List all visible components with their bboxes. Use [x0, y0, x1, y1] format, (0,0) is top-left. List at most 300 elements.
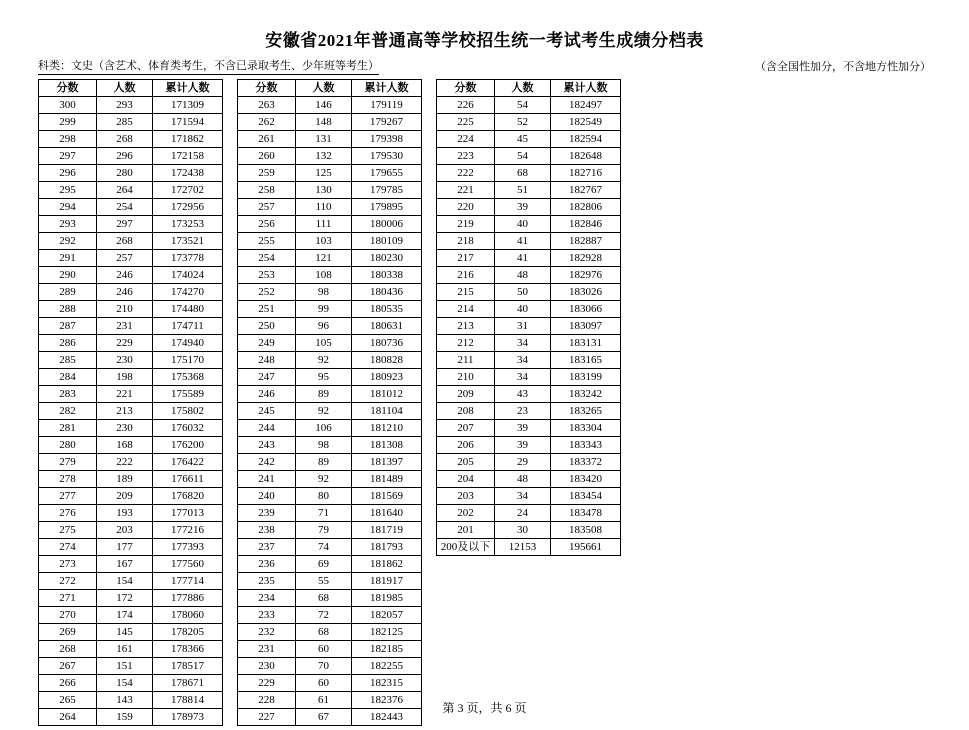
score-table-block-3 [436, 79, 621, 556]
table-row [39, 420, 223, 437]
cell-score: 247 [238, 369, 296, 386]
table-row [39, 352, 223, 369]
cell-count: 48 [495, 471, 551, 488]
cell-count: 34 [495, 488, 551, 505]
cell-cumulative: 178366 [153, 641, 223, 658]
table-row [437, 165, 621, 182]
cell-cumulative: 179398 [352, 131, 422, 148]
cell-cumulative: 183242 [551, 386, 621, 403]
cell-count: 230 [97, 352, 153, 369]
table-row [39, 369, 223, 386]
cell-cumulative: 183343 [551, 437, 621, 454]
cell-count: 125 [296, 165, 352, 182]
table-row [39, 454, 223, 471]
cell-score: 287 [39, 318, 97, 335]
table-row [39, 658, 223, 675]
cell-score: 273 [39, 556, 97, 573]
cell-count: 34 [495, 369, 551, 386]
cell-count: 209 [97, 488, 153, 505]
cell-score: 252 [238, 284, 296, 301]
cell-score: 275 [39, 522, 97, 539]
table-row [437, 216, 621, 233]
table-row [39, 148, 223, 165]
cell-cumulative: 175802 [153, 403, 223, 420]
cell-cumulative: 181640 [352, 505, 422, 522]
cell-cumulative: 180338 [352, 267, 422, 284]
cell-cumulative: 172438 [153, 165, 223, 182]
cell-cumulative: 183165 [551, 352, 621, 369]
cell-count: 89 [296, 386, 352, 403]
cell-count: 203 [97, 522, 153, 539]
table-row [238, 352, 422, 369]
table-row [39, 216, 223, 233]
score-distribution-tables [38, 79, 969, 726]
cell-cumulative: 181569 [352, 488, 422, 505]
cell-cumulative: 181012 [352, 386, 422, 403]
table-row [437, 301, 621, 318]
cell-cumulative: 172702 [153, 182, 223, 199]
cell-score: 210 [437, 369, 495, 386]
cell-cumulative: 177886 [153, 590, 223, 607]
table-row [437, 352, 621, 369]
cell-score: 212 [437, 335, 495, 352]
cell-score: 223 [437, 148, 495, 165]
cell-score: 216 [437, 267, 495, 284]
cell-score: 298 [39, 131, 97, 148]
table-row [437, 386, 621, 403]
cell-count: 257 [97, 250, 153, 267]
cell-cumulative: 178814 [153, 692, 223, 709]
table-row [238, 454, 422, 471]
cell-cumulative: 171594 [153, 114, 223, 131]
table-row [39, 624, 223, 641]
table-row [238, 556, 422, 573]
table-row [437, 284, 621, 301]
cell-count: 172 [97, 590, 153, 607]
cell-score: 265 [39, 692, 97, 709]
cell-count: 51 [495, 182, 551, 199]
cell-score: 292 [39, 233, 97, 250]
cell-count: 106 [296, 420, 352, 437]
cell-cumulative: 177013 [153, 505, 223, 522]
cell-cumulative: 177216 [153, 522, 223, 539]
cell-cumulative: 183420 [551, 471, 621, 488]
cell-score: 243 [238, 437, 296, 454]
cell-score: 248 [238, 352, 296, 369]
cell-count: 254 [97, 199, 153, 216]
table-row [437, 250, 621, 267]
cell-score: 261 [238, 131, 296, 148]
cell-score: 258 [238, 182, 296, 199]
table-row [39, 284, 223, 301]
cell-count: 189 [97, 471, 153, 488]
cell-count: 231 [97, 318, 153, 335]
cell-count: 40 [495, 216, 551, 233]
cell-cumulative: 175368 [153, 369, 223, 386]
table-row [437, 233, 621, 250]
cell-score: 288 [39, 301, 97, 318]
cell-count: 39 [495, 420, 551, 437]
cell-score: 264 [39, 709, 97, 726]
table-header-row [39, 80, 223, 97]
cell-cumulative: 181210 [352, 420, 422, 437]
table-row [238, 505, 422, 522]
cell-cumulative: 182928 [551, 250, 621, 267]
cell-count: 159 [97, 709, 153, 726]
cell-score: 281 [39, 420, 97, 437]
cell-cumulative: 183097 [551, 318, 621, 335]
cell-score: 249 [238, 335, 296, 352]
cell-cumulative: 172158 [153, 148, 223, 165]
cell-cumulative: 183131 [551, 335, 621, 352]
cell-cumulative: 181793 [352, 539, 422, 556]
cell-score: 284 [39, 369, 97, 386]
cell-score: 277 [39, 488, 97, 505]
table-row [437, 131, 621, 148]
cell-cumulative: 174480 [153, 301, 223, 318]
cell-count: 68 [296, 590, 352, 607]
subject-note: 科类：文史（含艺术、体育类考生，不含已录取考生、少年班等考生） [38, 57, 379, 75]
cell-count: 268 [97, 233, 153, 250]
cell-score: 238 [238, 522, 296, 539]
cell-score: 253 [238, 267, 296, 284]
cell-cumulative: 173253 [153, 216, 223, 233]
cell-count: 246 [97, 284, 153, 301]
table-row [238, 522, 422, 539]
page-footer: 第 3 页，共 6 页 [442, 701, 527, 715]
cell-score: 209 [437, 386, 495, 403]
cell-cumulative: 174270 [153, 284, 223, 301]
cell-cumulative: 180230 [352, 250, 422, 267]
column-header-count: 人数 [495, 80, 551, 97]
cell-cumulative: 176032 [153, 420, 223, 437]
table-body-3 [437, 97, 621, 556]
cell-score: 271 [39, 590, 97, 607]
table-row [437, 148, 621, 165]
cell-score: 225 [437, 114, 495, 131]
cell-cumulative: 182594 [551, 131, 621, 148]
cell-cumulative: 182648 [551, 148, 621, 165]
cell-count: 96 [296, 318, 352, 335]
table-row [238, 114, 422, 131]
cell-score: 236 [238, 556, 296, 573]
cell-count: 92 [296, 471, 352, 488]
cell-score: 201 [437, 522, 495, 539]
table-row [437, 335, 621, 352]
cell-cumulative: 182376 [352, 692, 422, 709]
cell-cumulative: 182716 [551, 165, 621, 182]
cell-score: 203 [437, 488, 495, 505]
table-row [39, 607, 223, 624]
cell-count: 48 [495, 267, 551, 284]
cell-score: 256 [238, 216, 296, 233]
score-table-block-2 [237, 79, 422, 726]
cell-cumulative: 180109 [352, 233, 422, 250]
cell-score: 241 [238, 471, 296, 488]
cell-count: 121 [296, 250, 352, 267]
column-header-count: 人数 [97, 80, 153, 97]
cell-cumulative: 182767 [551, 182, 621, 199]
cell-score: 251 [238, 301, 296, 318]
cell-cumulative: 183199 [551, 369, 621, 386]
table-row [39, 386, 223, 403]
cell-count: 69 [296, 556, 352, 573]
page [0, 26, 969, 730]
table-row [39, 471, 223, 488]
cell-score: 234 [238, 590, 296, 607]
cell-score: 207 [437, 420, 495, 437]
cell-count: 92 [296, 403, 352, 420]
cell-score: 282 [39, 403, 97, 420]
cell-cumulative: 174024 [153, 267, 223, 284]
table-row [238, 386, 422, 403]
cell-score: 242 [238, 454, 296, 471]
cell-count: 154 [97, 675, 153, 692]
cell-score: 295 [39, 182, 97, 199]
cell-score: 291 [39, 250, 97, 267]
cell-cumulative: 179530 [352, 148, 422, 165]
table-row [39, 675, 223, 692]
table-row [238, 335, 422, 352]
cell-cumulative: 171862 [153, 131, 223, 148]
cell-score: 269 [39, 624, 97, 641]
table-row [238, 675, 422, 692]
table-row [437, 539, 621, 556]
cell-cumulative: 180006 [352, 216, 422, 233]
cell-score: 205 [437, 454, 495, 471]
cell-count: 268 [97, 131, 153, 148]
table-row [238, 233, 422, 250]
cell-count: 193 [97, 505, 153, 522]
cell-score: 237 [238, 539, 296, 556]
cell-score: 259 [238, 165, 296, 182]
cell-count: 110 [296, 199, 352, 216]
cell-cumulative: 180436 [352, 284, 422, 301]
table-row [238, 420, 422, 437]
bonus-note: （含全国性加分，不含地方性加分） [755, 61, 931, 73]
cell-count: 54 [495, 97, 551, 114]
table-row [437, 522, 621, 539]
cell-cumulative: 174940 [153, 335, 223, 352]
cell-score: 300 [39, 97, 97, 114]
cell-cumulative: 182057 [352, 607, 422, 624]
cell-score: 267 [39, 658, 97, 675]
table-row [437, 420, 621, 437]
cell-count: 222 [97, 454, 153, 471]
cell-cumulative: 176611 [153, 471, 223, 488]
cell-score: 254 [238, 250, 296, 267]
table-row [238, 624, 422, 641]
cell-score: 240 [238, 488, 296, 505]
table-row [238, 539, 422, 556]
cell-score: 208 [437, 403, 495, 420]
cell-count: 23 [495, 403, 551, 420]
cell-score: 283 [39, 386, 97, 403]
cell-cumulative: 182846 [551, 216, 621, 233]
cell-score: 246 [238, 386, 296, 403]
cell-cumulative: 181397 [352, 454, 422, 471]
cell-cumulative: 182185 [352, 641, 422, 658]
cell-cumulative: 179267 [352, 114, 422, 131]
cell-count: 39 [495, 437, 551, 454]
cell-count: 54 [495, 148, 551, 165]
cell-count: 43 [495, 386, 551, 403]
cell-cumulative: 173778 [153, 250, 223, 267]
cell-cumulative: 175589 [153, 386, 223, 403]
table-row [238, 216, 422, 233]
cell-cumulative: 177714 [153, 573, 223, 590]
column-header-score: 分数 [437, 80, 495, 97]
table-row [238, 301, 422, 318]
cell-count: 297 [97, 216, 153, 233]
cell-cumulative: 183265 [551, 403, 621, 420]
cell-count: 80 [296, 488, 352, 505]
cell-score: 204 [437, 471, 495, 488]
cell-count: 41 [495, 233, 551, 250]
cell-cumulative: 182976 [551, 267, 621, 284]
cell-score: 268 [39, 641, 97, 658]
cell-score: 290 [39, 267, 97, 284]
cell-count: 146 [296, 97, 352, 114]
table-row [238, 607, 422, 624]
table-row [238, 658, 422, 675]
cell-cumulative: 182549 [551, 114, 621, 131]
column-header-cumulative: 累计人数 [153, 80, 223, 97]
table-row [39, 267, 223, 284]
cell-cumulative: 195661 [551, 539, 621, 556]
cell-score: 229 [238, 675, 296, 692]
cell-cumulative: 175170 [153, 352, 223, 369]
table-row [39, 97, 223, 114]
table-row [437, 403, 621, 420]
table-body-1 [39, 97, 223, 726]
cell-score: 217 [437, 250, 495, 267]
cell-score: 228 [238, 692, 296, 709]
cell-cumulative: 180923 [352, 369, 422, 386]
cell-count: 167 [97, 556, 153, 573]
cell-score: 233 [238, 607, 296, 624]
cell-score: 231 [238, 641, 296, 658]
cell-score: 276 [39, 505, 97, 522]
cell-count: 95 [296, 369, 352, 386]
cell-cumulative: 176820 [153, 488, 223, 505]
cell-cumulative: 181862 [352, 556, 422, 573]
cell-cumulative: 181985 [352, 590, 422, 607]
table-row [238, 97, 422, 114]
cell-score: 255 [238, 233, 296, 250]
cell-score: 214 [437, 301, 495, 318]
table-row [238, 148, 422, 165]
cell-score: 227 [238, 709, 296, 726]
cell-count: 103 [296, 233, 352, 250]
cell-score: 278 [39, 471, 97, 488]
page-title: 安徽省2021年普通高等学校招生统一考试考生成绩分档表 [265, 31, 704, 50]
cell-count: 296 [97, 148, 153, 165]
cell-count: 52 [495, 114, 551, 131]
column-header-cumulative: 累计人数 [551, 80, 621, 97]
cell-count: 264 [97, 182, 153, 199]
table-row [238, 369, 422, 386]
cell-count: 246 [97, 267, 153, 284]
column-header-score: 分数 [238, 80, 296, 97]
table-row [238, 573, 422, 590]
table-row [39, 335, 223, 352]
cell-score: 279 [39, 454, 97, 471]
table-row [39, 182, 223, 199]
cell-score: 297 [39, 148, 97, 165]
cell-score: 289 [39, 284, 97, 301]
cell-count: 55 [296, 573, 352, 590]
cell-score: 286 [39, 335, 97, 352]
cell-score: 260 [238, 148, 296, 165]
cell-count: 34 [495, 335, 551, 352]
cell-count: 229 [97, 335, 153, 352]
cell-cumulative: 181917 [352, 573, 422, 590]
cell-count: 131 [296, 131, 352, 148]
cell-score: 230 [238, 658, 296, 675]
cell-count: 92 [296, 352, 352, 369]
cell-score: 285 [39, 352, 97, 369]
cell-score: 219 [437, 216, 495, 233]
cell-count: 67 [296, 709, 352, 726]
cell-count: 293 [97, 97, 153, 114]
cell-score: 235 [238, 573, 296, 590]
table-row [39, 250, 223, 267]
cell-count: 98 [296, 284, 352, 301]
cell-score: 263 [238, 97, 296, 114]
table-row [39, 556, 223, 573]
cell-count: 98 [296, 437, 352, 454]
cell-score: 296 [39, 165, 97, 182]
cell-score: 270 [39, 607, 97, 624]
table-row [238, 267, 422, 284]
cell-count: 71 [296, 505, 352, 522]
table-row [437, 267, 621, 284]
cell-count: 230 [97, 420, 153, 437]
table-row [238, 165, 422, 182]
table-row [238, 318, 422, 335]
cell-count: 280 [97, 165, 153, 182]
table-row [238, 199, 422, 216]
cell-cumulative: 176200 [153, 437, 223, 454]
cell-cumulative: 183454 [551, 488, 621, 505]
table-row [39, 403, 223, 420]
cell-score: 250 [238, 318, 296, 335]
cell-score: 293 [39, 216, 97, 233]
cell-count: 111 [296, 216, 352, 233]
cell-count: 285 [97, 114, 153, 131]
cell-cumulative: 178060 [153, 607, 223, 624]
cell-cumulative: 182497 [551, 97, 621, 114]
table-body-2 [238, 97, 422, 726]
cell-cumulative: 181104 [352, 403, 422, 420]
cell-count: 30 [495, 522, 551, 539]
cell-count: 45 [495, 131, 551, 148]
table-row [39, 165, 223, 182]
table-row [437, 182, 621, 199]
cell-count: 213 [97, 403, 153, 420]
cell-cumulative: 180736 [352, 335, 422, 352]
cell-cumulative: 178205 [153, 624, 223, 641]
table-header-row [437, 80, 621, 97]
cell-cumulative: 183066 [551, 301, 621, 318]
cell-count: 34 [495, 352, 551, 369]
table-row [437, 369, 621, 386]
table-row [39, 199, 223, 216]
cell-cumulative: 182443 [352, 709, 422, 726]
cell-score: 224 [437, 131, 495, 148]
cell-count: 60 [296, 641, 352, 658]
